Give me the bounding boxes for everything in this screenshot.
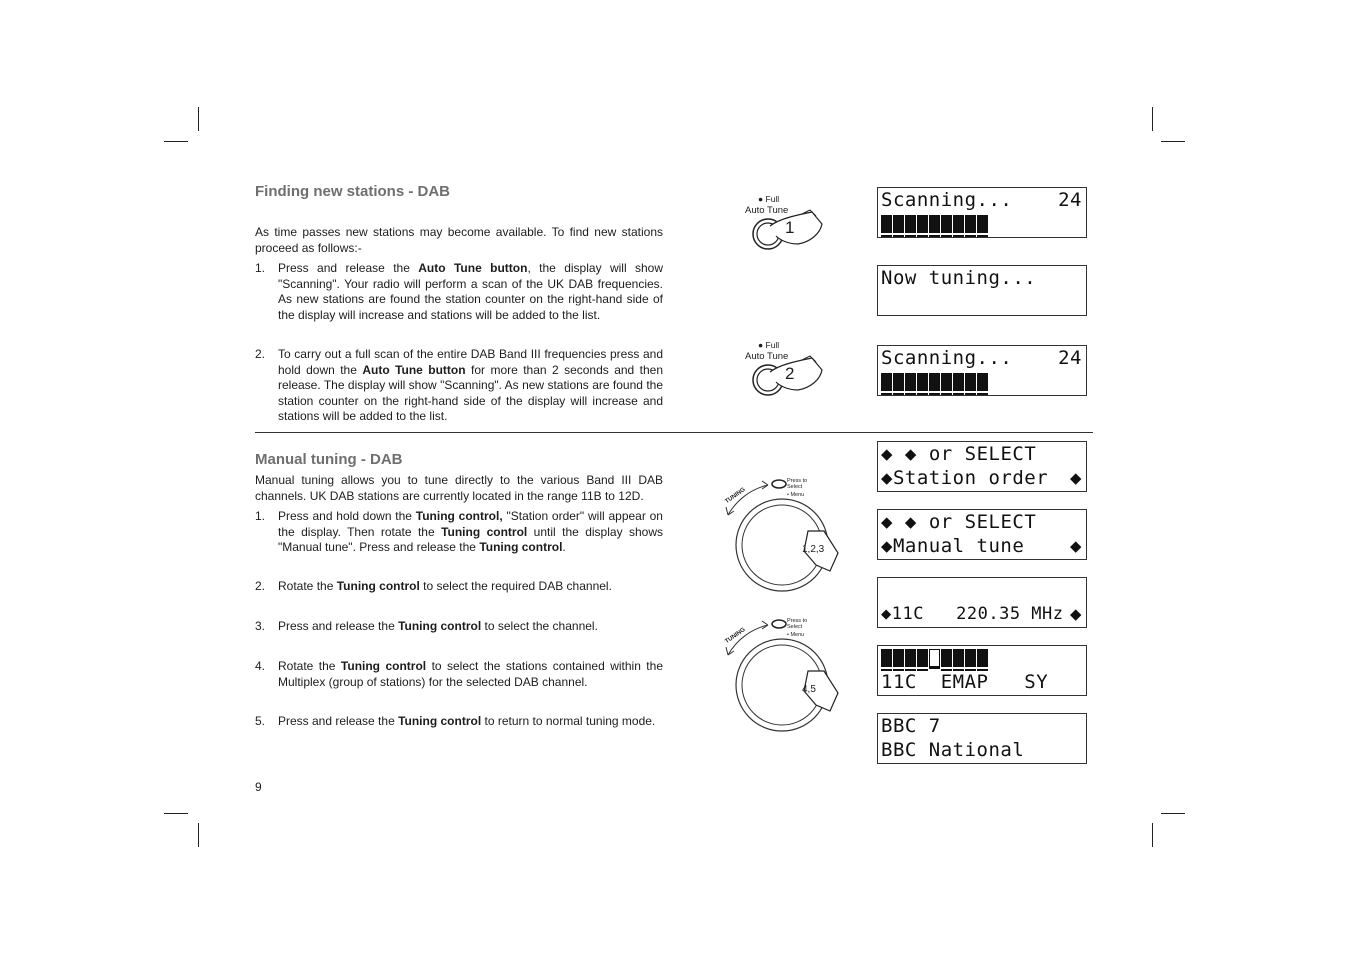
lcd-display-channel-frequency xyxy=(877,577,1087,628)
section-heading-finding-stations: Finding new stations - DAB xyxy=(255,183,450,200)
lcd-line1: ◆ ◆ or SELECT xyxy=(881,511,1037,533)
tuning-arc-label: TUNING xyxy=(724,626,747,646)
step-number: 2. xyxy=(255,579,266,593)
full-label: ● Full xyxy=(758,194,780,204)
list-item xyxy=(255,659,663,690)
menu-label: • Menu xyxy=(787,632,805,638)
crop-mark xyxy=(164,141,188,142)
arrow-left-icon: ◆ xyxy=(881,443,893,465)
lcd-line2: ◆11C 220.35 MHz xyxy=(881,604,1064,624)
crop-mark xyxy=(1152,823,1153,847)
crop-mark xyxy=(198,823,199,847)
arrow-left-icon: ◆ xyxy=(881,535,893,557)
step-badge: 1,2,3 xyxy=(802,544,825,555)
crop-mark xyxy=(1161,141,1185,142)
step-text: To carry out a full scan of the entire DAB Band III frequencies press and hold down the Auto Tune button for more than 2 seconds and then release. The display will show "Scanning". As new stations are found the station counter on the right-hand side of the display will increase and stations will be added to the list. xyxy=(278,347,663,423)
lcd-line1: Now tuning... xyxy=(881,267,1037,289)
list-item xyxy=(255,509,663,556)
lcd-line2: ◆Manual tune xyxy=(881,535,1025,557)
intro-paragraph: Manual tuning allows you to tune directly to the various Band III DAB channels. UK DAB stations are currently located in the range 11B to 12D. xyxy=(255,473,663,503)
step-badge: 2 xyxy=(785,364,795,383)
step-text: Press and hold down the Tuning control, "Station order" will appear on the display. Then rotate the Tuning control until the display shows "Manual tune". Press and release the Tuning control. xyxy=(278,509,664,554)
tuning-control-illustration xyxy=(720,475,845,593)
step-text: Press and release the Auto Tune button, the display will show "Scanning". Your radio will perform a scan of the UK DAB frequencies. As new stations are found the station counter on the right-hand side of the display will increase and stations will be added to the list. xyxy=(278,261,664,322)
lcd-display-multiplex xyxy=(877,645,1087,696)
step-text: Rotate the Tuning control to select the required DAB channel. xyxy=(278,579,612,593)
lcd-station-count: 24 xyxy=(1058,189,1082,211)
list-item xyxy=(255,579,663,595)
progress-bar xyxy=(881,373,988,393)
step-badge: 4,5 xyxy=(802,684,816,695)
lcd-station-count: 24 xyxy=(1058,347,1082,369)
lcd-display-scanning xyxy=(877,187,1087,238)
lcd-line2: ◆Station order xyxy=(881,467,1049,489)
lcd-line1: ◆ ◆ or SELECT xyxy=(881,443,1037,465)
intro-paragraph: As time passes new stations may become available. To find new stations proceed as follows:- xyxy=(255,225,663,255)
auto-tune-label: Auto Tune xyxy=(745,205,789,216)
list-item xyxy=(255,347,663,425)
auto-tune-button-illustration xyxy=(740,192,830,254)
arrow-left-icon: ◆ xyxy=(881,511,893,533)
list-item xyxy=(255,714,663,730)
lcd-line1: Scanning... xyxy=(881,189,1013,211)
auto-tune-button-illustration xyxy=(740,338,830,400)
tuning-control-illustration xyxy=(720,615,845,733)
lcd-display-now-tuning xyxy=(877,265,1087,316)
select-label: Select xyxy=(787,484,803,490)
step-number: 4. xyxy=(255,659,266,673)
step-text: Press and release the Tuning control to select the channel. xyxy=(278,619,598,633)
auto-tune-label: Auto Tune xyxy=(745,351,789,362)
press-to-label: Press to xyxy=(787,478,808,484)
step-number: 1. xyxy=(255,509,266,523)
lcd-line2: 11C EMAP SY xyxy=(881,671,1049,693)
lcd-display-station xyxy=(877,713,1087,764)
lcd-line2: BBC National xyxy=(881,739,1025,761)
list-item xyxy=(255,619,663,635)
step-number: 3. xyxy=(255,619,266,633)
list-item xyxy=(255,261,663,323)
arrow-right-icon: ◆ xyxy=(904,443,917,465)
section-heading-manual-tuning: Manual tuning - DAB xyxy=(255,451,403,468)
arrow-right-icon: ◆ xyxy=(904,511,917,533)
arrow-right-icon: ◆ xyxy=(1070,535,1082,557)
arrow-left-icon: ◆ xyxy=(881,467,893,489)
crop-mark xyxy=(1161,813,1185,814)
step-text: Press and release the Tuning control to return to normal tuning mode. xyxy=(278,714,656,728)
step-number: 1. xyxy=(255,261,266,275)
lcd-line1: BBC 7 xyxy=(881,715,941,737)
press-to-label: Press to xyxy=(787,618,808,624)
lcd-display-scanning xyxy=(877,345,1087,396)
crop-mark xyxy=(198,107,199,131)
lcd-display-manual-tune xyxy=(877,509,1087,560)
arrow-right-icon: ◆ xyxy=(1070,603,1082,625)
menu-label: • Menu xyxy=(787,492,805,498)
arrow-right-icon: ◆ xyxy=(1070,467,1082,489)
page-number: 9 xyxy=(255,780,262,794)
step-badge: 1 xyxy=(785,218,795,237)
step-number: 5. xyxy=(255,714,266,728)
tuning-arc-label: TUNING xyxy=(724,486,747,506)
lcd-line1: Scanning... xyxy=(881,347,1013,369)
signal-bar xyxy=(881,649,988,669)
full-label: ● Full xyxy=(758,340,780,350)
step-number: 2. xyxy=(255,347,266,361)
crop-mark xyxy=(1152,107,1153,131)
progress-bar xyxy=(881,215,988,235)
arrow-left-icon: ◆ xyxy=(881,604,892,624)
step-text: Rotate the Tuning control to select the stations contained within the Multiplex (group of stations) for the selected DAB channel. xyxy=(278,659,663,689)
section-divider xyxy=(255,432,1093,433)
lcd-display-station-order xyxy=(877,441,1087,492)
crop-mark xyxy=(164,813,188,814)
select-label: Select xyxy=(787,624,803,630)
